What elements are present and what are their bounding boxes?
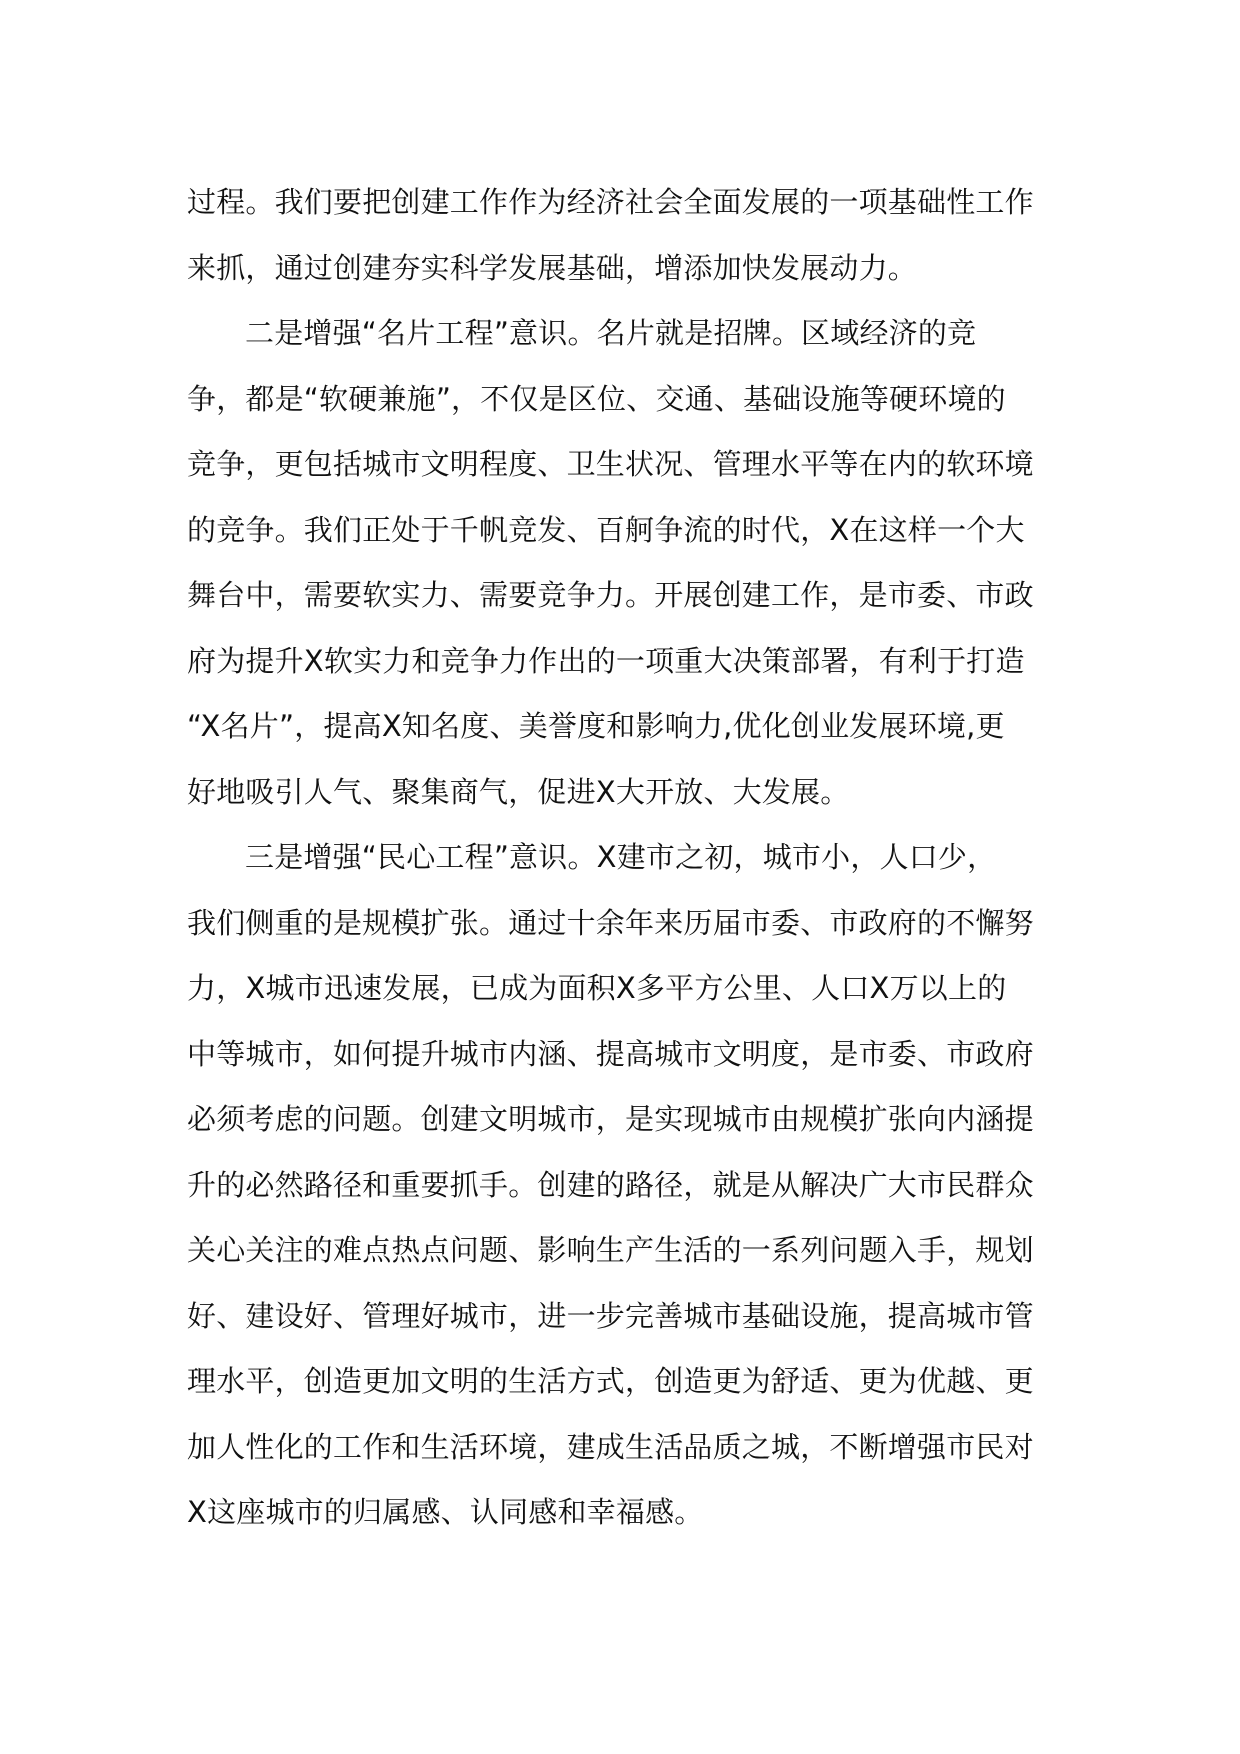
text-line: “X名片”，提高X知名度、美誉度和影响力,优化创业发展环境,更: [187, 709, 1005, 743]
text-line: X这座城市的归属感、认同感和幸福感。: [187, 1495, 704, 1529]
text-line: 的竞争。我们正处于千帆竞发、百舸争流的时代，X在这样一个大: [187, 512, 1025, 547]
text-line: 舞台中，需要软实力、需要竞争力。开展创建工作，是市委、市政: [187, 578, 1034, 612]
text-line: 过程。我们要把创建工作作为经济社会全面发展的一项基础性工作: [187, 185, 1034, 219]
text-line: 理水平，创造更加文明的生活方式，创造更为舒适、更为优越、更: [187, 1364, 1034, 1398]
text-line: 好、建设好、管理好城市，进一步完善城市基础设施，提高城市管: [187, 1298, 1034, 1333]
text-line: 升的必然路径和重要抓手。创建的路径，就是从解决广大市民群众: [187, 1167, 1034, 1202]
text-line: 好地吸引人气、聚集商气，促进X大开放、大发展。: [187, 774, 850, 809]
paragraph-first-line: 三是增强“民心工程”意识。X建市之初，城市小，人口少，: [245, 840, 997, 874]
text-line: 力，X城市迅速发展，已成为面积X多平方公里、人口X万以上的: [187, 971, 1007, 1005]
text-line: 争，都是“软硬兼施”，不仅是区位、交通、基础设施等硬环境的: [187, 381, 1006, 416]
text-line: 来抓，通过创建夯实科学发展基础，增添加快发展动力。: [187, 250, 918, 285]
text-line: 关心关注的难点热点问题、影响生产生活的一系列问题入手，规划: [187, 1233, 1034, 1267]
text-line: 我们侧重的是规模扩张。通过十余年来历届市委、市政府的不懈努: [187, 905, 1034, 940]
text-line: 加人性化的工作和生活环境，建成生活品质之城，不断增强市民对: [187, 1429, 1034, 1464]
paragraph-first-line: 二是增强“名片工程”意识。名片就是招牌。区域经济的竞: [245, 316, 977, 350]
text-line: 竞争，更包括城市文明程度、卫生状况、管理水平等在内的软环境: [187, 447, 1034, 481]
text-line: 府为提升X软实力和竞争力作出的一项重大决策部署，有利于打造: [187, 643, 1025, 678]
document-body: [187, 170, 1067, 1546]
text-line: 必须考虑的问题。创建文明城市，是实现城市由规模扩张向内涵提: [187, 1102, 1034, 1136]
text-line: 中等城市，如何提升城市内涵、提高城市文明度，是市委、市政府: [187, 1036, 1034, 1071]
